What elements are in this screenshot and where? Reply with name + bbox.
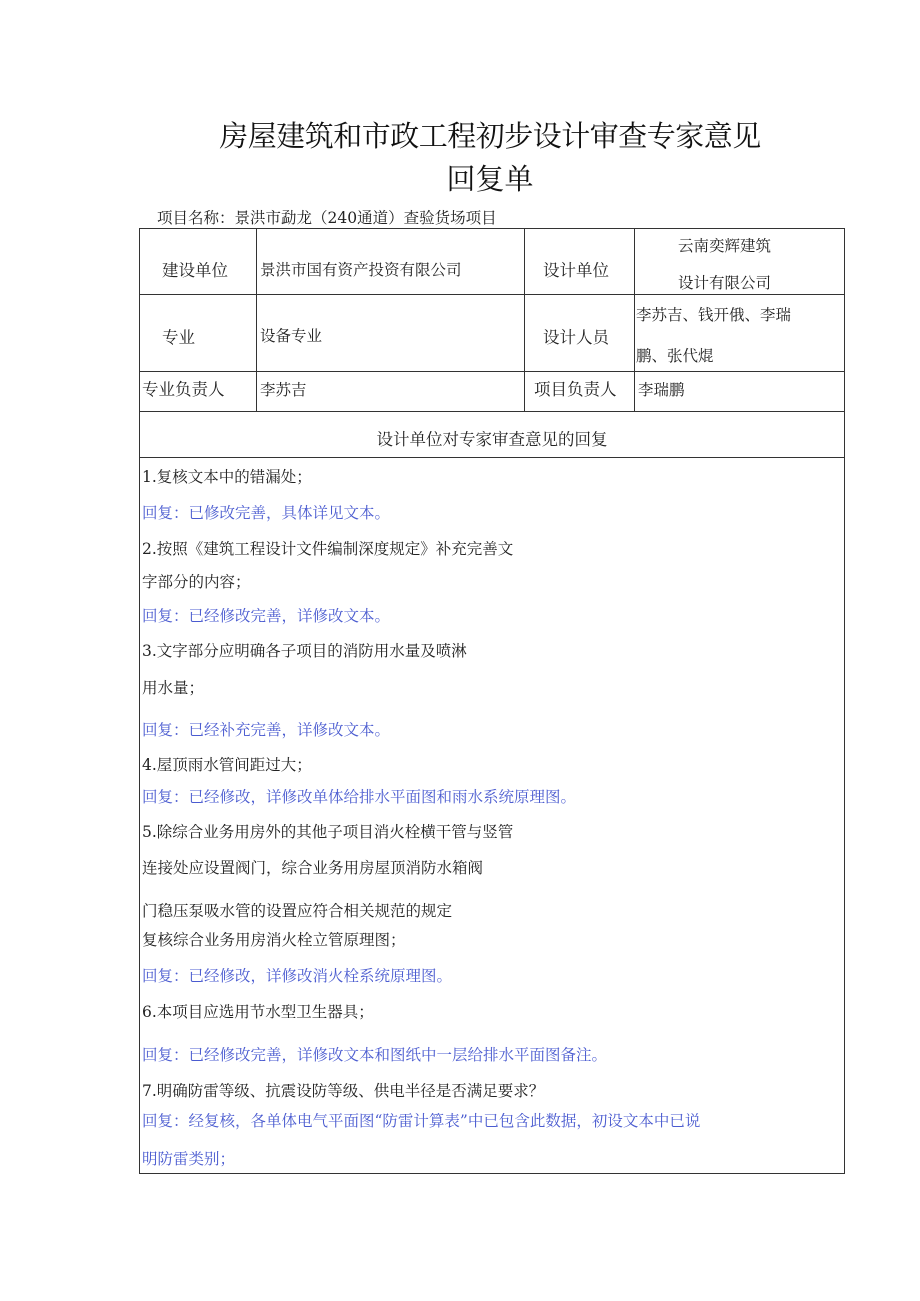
reply-line: 回复：已经补充完善，详修改文本。 [142, 721, 391, 739]
reply-line: 回复：经复核，各单体电气平面图“防雷计算表”中已包含此数据，初设文本中已说 [142, 1112, 701, 1130]
design-unit-label: 设计单位 [543, 261, 609, 280]
build-unit-value: 景洪市国有资产投资有限公司 [260, 261, 462, 279]
comment-line: 2.按照《建筑工程设计文件编制深度规定》补充完善文 [142, 540, 514, 558]
comment-line: 5.除综合业务用房外的其他子项目消火栓横干管与竖管 [142, 823, 514, 841]
row-divider [140, 371, 844, 372]
designers-line1: 李苏吉、钱开俄、李瑞 [636, 306, 792, 324]
row-divider [140, 457, 844, 458]
document-title-line1: 房屋建筑和市政工程初步设计审查专家意见 [219, 119, 761, 153]
project-name-label: 项目名称： [157, 209, 235, 227]
comment-line: 复核综合业务用房消火栓立管原理图； [142, 931, 406, 949]
column-divider [634, 229, 635, 411]
comment-line: 7.明确防雷等级、抗震设防等级、供电半径是否满足要求？ [142, 1082, 545, 1100]
review-reply-table [139, 228, 845, 1174]
row-divider [140, 411, 844, 412]
reply-line: 回复：已修改完善，具体详见文本。 [142, 504, 391, 522]
designers-label: 设计人员 [543, 328, 609, 347]
project-name-value: 景洪市勐龙（240通道）查验货场项目 [234, 209, 497, 227]
column-divider [256, 229, 257, 411]
comment-line: 1.复核文本中的错漏处； [142, 468, 312, 486]
row-divider [140, 294, 844, 295]
comment-line: 门稳压泵吸水管的设置应符合相关规范的规定 [142, 902, 453, 920]
project-name-row [157, 206, 497, 228]
reply-line: 回复：已经修改完善，详修改文本和图纸中一层给排水平面图备注。 [142, 1046, 608, 1064]
comment-line: 6.本项目应选用节水型卫生器具； [142, 1003, 374, 1021]
build-unit-label: 建设单位 [162, 261, 228, 280]
reply-line: 回复：已经修改，详修改单体给排水平面图和雨水系统原理图。 [142, 788, 577, 806]
comment-line: 字部分的内容； [142, 573, 251, 591]
comment-line: 连接处应设置阀门，综合业务用房屋顶消防水箱阀 [142, 859, 484, 877]
specialty-lead-label: 专业负责人 [142, 380, 225, 399]
reply-line: 回复：已经修改完善，详修改文本。 [142, 607, 391, 625]
comment-line: 4.屋顶雨水管间距过大； [142, 756, 312, 774]
project-lead-value: 李瑞鹏 [638, 381, 685, 399]
design-unit-value-line1: 云南奕辉建筑 [678, 237, 772, 255]
specialty-value: 设备专业 [260, 327, 323, 345]
design-unit-value-line2: 设计有限公司 [678, 274, 772, 292]
designers-line2: 鹏、张代焜 [636, 347, 714, 365]
column-divider [524, 229, 525, 411]
reply-line: 回复：已经修改，详修改消火栓系统原理图。 [142, 967, 453, 985]
specialty-label: 专业 [162, 328, 195, 347]
comment-line: 3.文字部分应明确各子项目的消防用水量及喷淋 [142, 642, 467, 660]
specialty-lead-value: 李苏吉 [260, 381, 307, 399]
document-title-line2: 回复单 [446, 162, 534, 196]
project-lead-label: 项目负责人 [534, 380, 617, 399]
reply-line: 明防雷类别； [142, 1150, 236, 1168]
comment-line: 用水量； [142, 679, 205, 697]
section-header: 设计单位对专家审查意见的回复 [376, 430, 608, 449]
